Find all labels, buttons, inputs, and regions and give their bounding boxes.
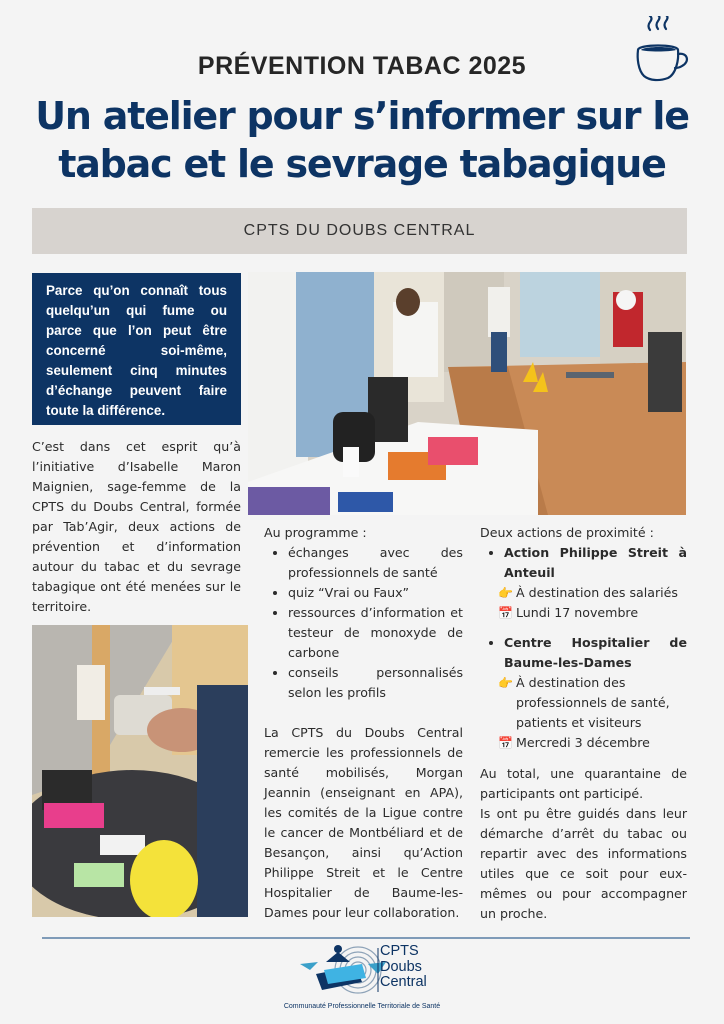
- actions-list: [480, 633, 687, 673]
- program-item: • échanges avec des professionnels de santé: [288, 543, 463, 583]
- total-participants: Au total, une quarantaine de participants ont participé.: [480, 766, 687, 801]
- pointing-hand-icon: 👉: [498, 676, 513, 690]
- organization-banner: CPTS DU DOUBS CENTRAL: [32, 208, 687, 254]
- footer-tagline: Communauté Professionnelle Territoriale de Santé: [283, 1003, 441, 1010]
- calendar-icon: 📅: [498, 736, 513, 750]
- action-audience: 👉 À destination des salariés: [480, 583, 687, 603]
- program-title: Au programme :: [264, 525, 367, 540]
- kicker-title: PRÉVENTION TABAC 2025: [197, 52, 527, 80]
- actions-list: [480, 543, 687, 583]
- intro-paragraph: C’est dans cet esprit qu’à l’initiative d’Isabelle Maron Maignien, sage-femme de la CPTS du Doubs Central, formée par Tab’Agir, deux actions de prévention et d’information autour du tabac et du sevrage tabagique ont été menées sur le territoire.: [32, 439, 241, 614]
- footer-divider: [42, 937, 690, 939]
- action-name: • Centre Hospitalier de Baume-les-Dames: [504, 633, 687, 673]
- action-date: 📅 Lundi 17 novembre: [480, 603, 687, 623]
- coffee-cup-icon: [632, 16, 692, 84]
- page-headline: Un atelier pour s’informer sur le tabac et le sevrage tabagique: [35, 94, 689, 186]
- program-item: • ressources d’information et testeur de monoxyde de carbone: [288, 603, 463, 663]
- actions-title: Deux actions de proximité :: [480, 525, 654, 540]
- quote-box: Parce qu’on connaît tous quelqu’un qui fume ou parce que l’on peut être concerné soi-même, seulement cinq minutes d’échange peuvent faire toute la différence.: [32, 273, 241, 425]
- calendar-icon: 📅: [498, 606, 513, 620]
- program-section: [264, 523, 463, 703]
- logo-wordmark: CPTS Doubs Central: [380, 943, 427, 990]
- workshop-photo: [248, 272, 686, 515]
- program-list: [264, 543, 463, 703]
- action-date: 📅 Mercredi 3 décembre: [480, 733, 687, 753]
- actions-section: [480, 523, 687, 753]
- action-audience: 👉 À destination des professionnels de santé, patients et visiteurs: [498, 675, 670, 730]
- total-section: [480, 764, 687, 924]
- co-tester-photo: [32, 625, 248, 917]
- total-guidance: Is ont pu être guidés dans leur démarche d’arrêt du tabac ou repartir avec des informations utiles que ce soit pour eux-mêmes ou pour accompagner un proche.: [480, 806, 687, 921]
- pointing-hand-icon: 👉: [498, 586, 513, 600]
- action-name: • Action Philippe Streit à Anteuil: [504, 543, 687, 583]
- thanks-paragraph: La CPTS du Doubs Central remercie les professionnels de santé mobilisés, Morgan Jeannin (enseignant en APA), les comités de la Ligue contre le cancer de Montbéliard et de Besançon, ainsi qu’Action Philippe Streit et le Centre Hospitalier de Baume-les-Dames pour leur collaboration.: [264, 725, 463, 920]
- program-item: • quiz “Vrai ou Faux”: [288, 583, 463, 603]
- program-item: • conseils personnalisés selon les profils: [288, 663, 463, 703]
